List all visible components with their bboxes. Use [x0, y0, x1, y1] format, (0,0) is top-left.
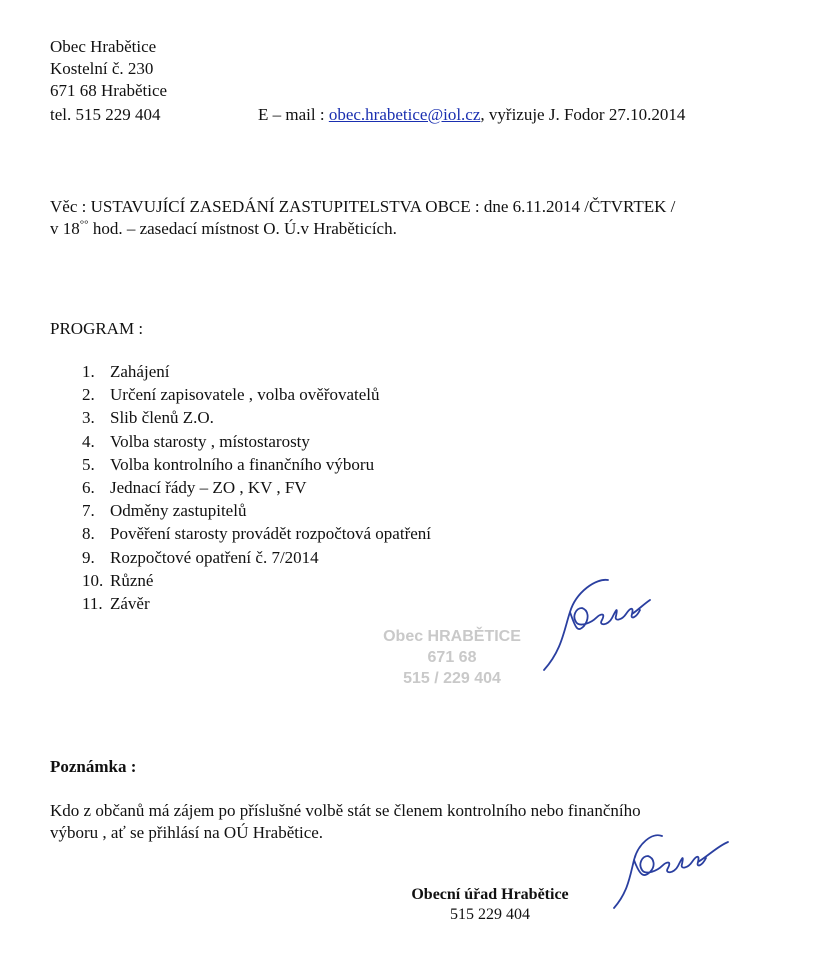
list-item: 9. Rozpočtové opatření č. 7/2014	[82, 547, 319, 567]
handler-date: , vyřizuje J. Fodor 27.10.2014	[480, 105, 686, 124]
contact-line	[258, 104, 685, 126]
office-stamp: Obecní úřad Hrabětice 515 229 404	[411, 886, 569, 923]
note-line-1: Kdo z občanů má zájem po příslušné volbě stát se členem kontrolního nebo finančního	[50, 801, 641, 820]
list-item: 11. Závěr	[82, 593, 150, 613]
sender-phone: tel. 515 229 404	[50, 105, 161, 124]
list-item: 4. Volba starosty , místostarosty	[82, 431, 310, 451]
municipal-stamp: Obec HRABĚTICE 671 68 515 / 229 404	[383, 628, 521, 687]
note-heading: Poznámka :	[50, 757, 137, 776]
list-item: 6. Jednací řády – ZO , KV , FV	[82, 477, 307, 497]
signature-image	[600, 822, 750, 912]
list-item: 8. Pověření starosty provádět rozpočtová opatření	[82, 524, 432, 544]
list-item: 10. Různé	[82, 570, 154, 590]
list-item: 5. Volba kontrolního a finančního výboru	[82, 454, 375, 474]
program-list	[82, 360, 431, 615]
subject-line-1: Věc : USTAVUJÍCÍ ZASEDÁNÍ ZASTUPITELSTVA OBCE : dne 6.11.2014 /ČTVRTEK /	[50, 197, 676, 216]
program-heading: PROGRAM :	[50, 319, 144, 338]
signature-image	[536, 570, 666, 680]
sender-name: Obec Hrabětice	[50, 37, 157, 56]
email-link[interactable]: obec.hrabetice@iol.cz	[328, 105, 481, 124]
subject-line-2: v 18°° hod. – zasedací místnost O. Ú.v Hraběticích.	[50, 218, 397, 238]
list-item: 7. Odměny zastupitelů	[82, 501, 247, 521]
sender-city: 671 68 Hrabětice	[50, 81, 168, 100]
list-item: 2. Určení zapisovatele , volba ověřovatelů	[82, 385, 380, 405]
list-item: 3. Slib členů Z.O.	[82, 408, 214, 428]
note-line-2: výboru , ať se přihlásí na OÚ Hrabětice.	[50, 823, 324, 842]
list-item: 1. Zahájení	[82, 362, 170, 381]
sender-street: Kostelní č. 230	[50, 59, 154, 78]
email-prefix: E – mail :	[258, 105, 325, 124]
